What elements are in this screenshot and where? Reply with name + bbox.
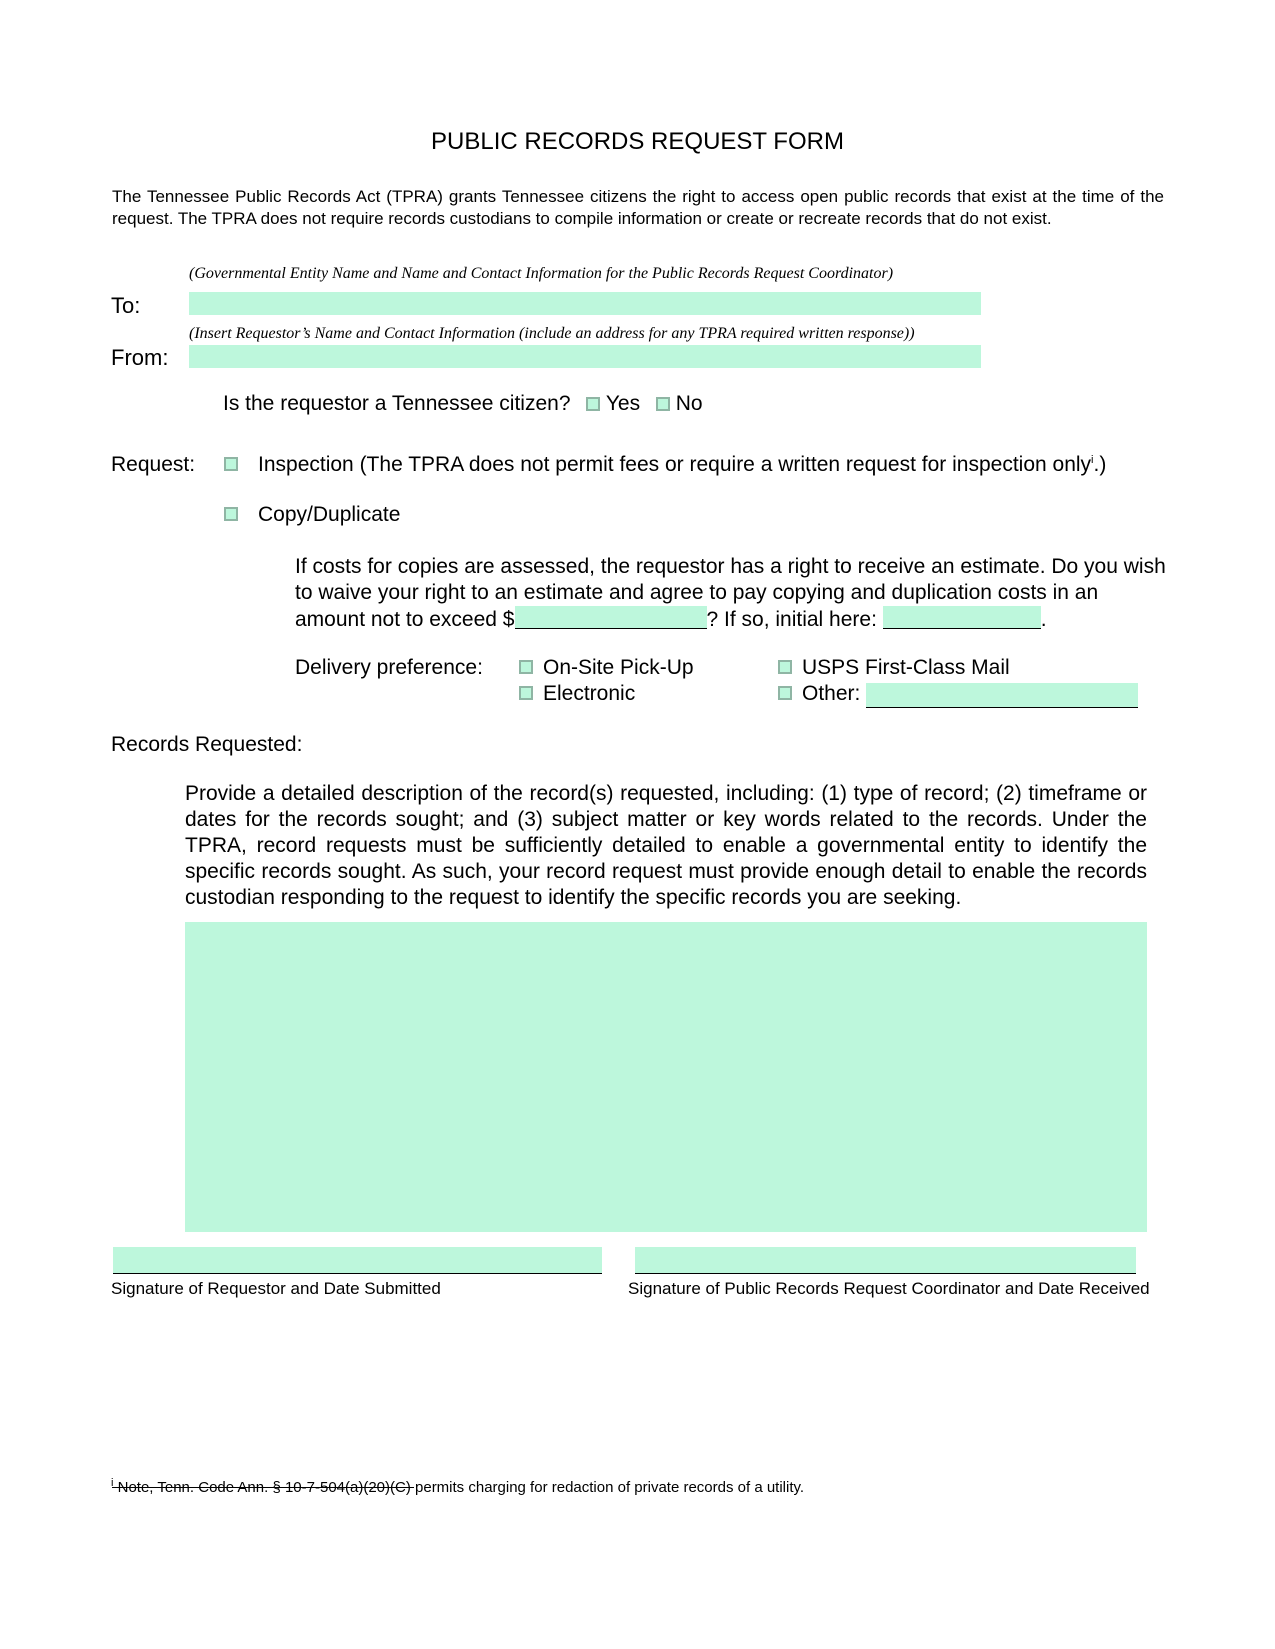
citizen-yes-checkbox[interactable] [586, 397, 600, 411]
inspection-label-end: .) [1093, 453, 1107, 476]
estimate-line-3-mid: ? If so, initial here: [706, 608, 877, 631]
records-description-field[interactable] [185, 922, 1147, 1232]
footnote-text: Note, Tenn. Code Ann. § 10-7-504(a)(20)(C) permits charging for redaction of private records of a utility. [113, 1479, 805, 1496]
requestor-signature-field[interactable] [113, 1247, 602, 1274]
records-label: Records Requested: [111, 733, 303, 756]
footnote-marker: i [111, 1477, 114, 1489]
other-label: Other: [802, 682, 861, 705]
to-field[interactable] [189, 292, 981, 315]
records-instructions: Provide a detailed description of the record(s) requested, including: (1) type of record; (2) timeframe or dates for the records sought; and (3) subject matter or key words related to the records. Under the TPRA, record requests must be sufficiently detailed to enable a governmental entity to identify the specific records sought. As such, your record request must provide enough detail to enable the records custodian responding to the request to identify the specific records you are seeking. [185, 782, 1147, 909]
page-title: PUBLIC RECORDS REQUEST FORM [431, 128, 844, 155]
estimate-line-3-prefix: amount not to exceed $ [295, 608, 515, 631]
max-cost-field[interactable] [515, 606, 707, 629]
estimate-line-3 [295, 606, 1175, 633]
inspection-option [258, 453, 1106, 477]
from-label: From: [111, 345, 169, 370]
delivery-label: Delivery preference: [295, 656, 483, 679]
estimate-line-1: If costs for copies are assessed, the requestor has a right to receive an estimate. Do you wish [295, 555, 1166, 578]
copy-label: Copy/Duplicate [258, 503, 401, 526]
estimate-line-3-end: . [1040, 608, 1047, 631]
other-checkbox[interactable] [778, 686, 792, 700]
usps-checkbox[interactable] [778, 660, 792, 674]
request-label: Request: [111, 453, 196, 476]
electronic-checkbox[interactable] [519, 686, 533, 700]
inspection-checkbox[interactable] [224, 457, 238, 471]
coordinator-signature-caption: Signature of Public Records Request Coordinator and Date Received [628, 1279, 1150, 1298]
estimate-paragraph [295, 554, 1175, 633]
inspection-label: Inspection (The TPRA does not permit fees or require a written request for inspection only [258, 453, 1092, 476]
onsite-label: On-Site Pick-Up [543, 656, 694, 679]
citizen-no-checkbox[interactable] [656, 397, 670, 411]
intro-text: The Tennessee Public Records Act (TPRA) grants Tennessee citizens the right to access open public records that exist at the time of the request. The TPRA does not require records custodians to compile information or create or recreate records that do not exist. [112, 187, 1164, 228]
citizen-no-label: No [675, 392, 703, 415]
usps-label: USPS First-Class Mail [802, 656, 1010, 679]
citizen-yes-label: Yes [605, 392, 641, 415]
initials-field[interactable] [883, 606, 1041, 629]
estimate-line-2: to waive your right to an estimate and agree to pay copying and duplication costs in an [295, 581, 1099, 604]
onsite-checkbox[interactable] [519, 660, 533, 674]
from-hint: (Insert Requestor’s Name and Contact Information (include an address for any TPRA required written response)) [189, 325, 915, 342]
coordinator-signature-field[interactable] [635, 1247, 1136, 1274]
citizen-question [223, 392, 703, 416]
to-label: To: [111, 293, 141, 318]
footnote [111, 1477, 804, 1496]
copy-checkbox[interactable] [224, 507, 238, 521]
footnote-ref[interactable]: i [1091, 454, 1094, 466]
from-field[interactable] [189, 345, 981, 368]
citizen-question-text: Is the requestor a Tennessee citizen? [223, 392, 571, 415]
electronic-label: Electronic [543, 682, 636, 705]
other-field[interactable] [866, 683, 1138, 708]
requestor-signature-caption: Signature of Requestor and Date Submitted [111, 1279, 441, 1298]
to-hint: (Governmental Entity Name and Name and Contact Information for the Public Records Request Coordinator) [189, 265, 894, 282]
